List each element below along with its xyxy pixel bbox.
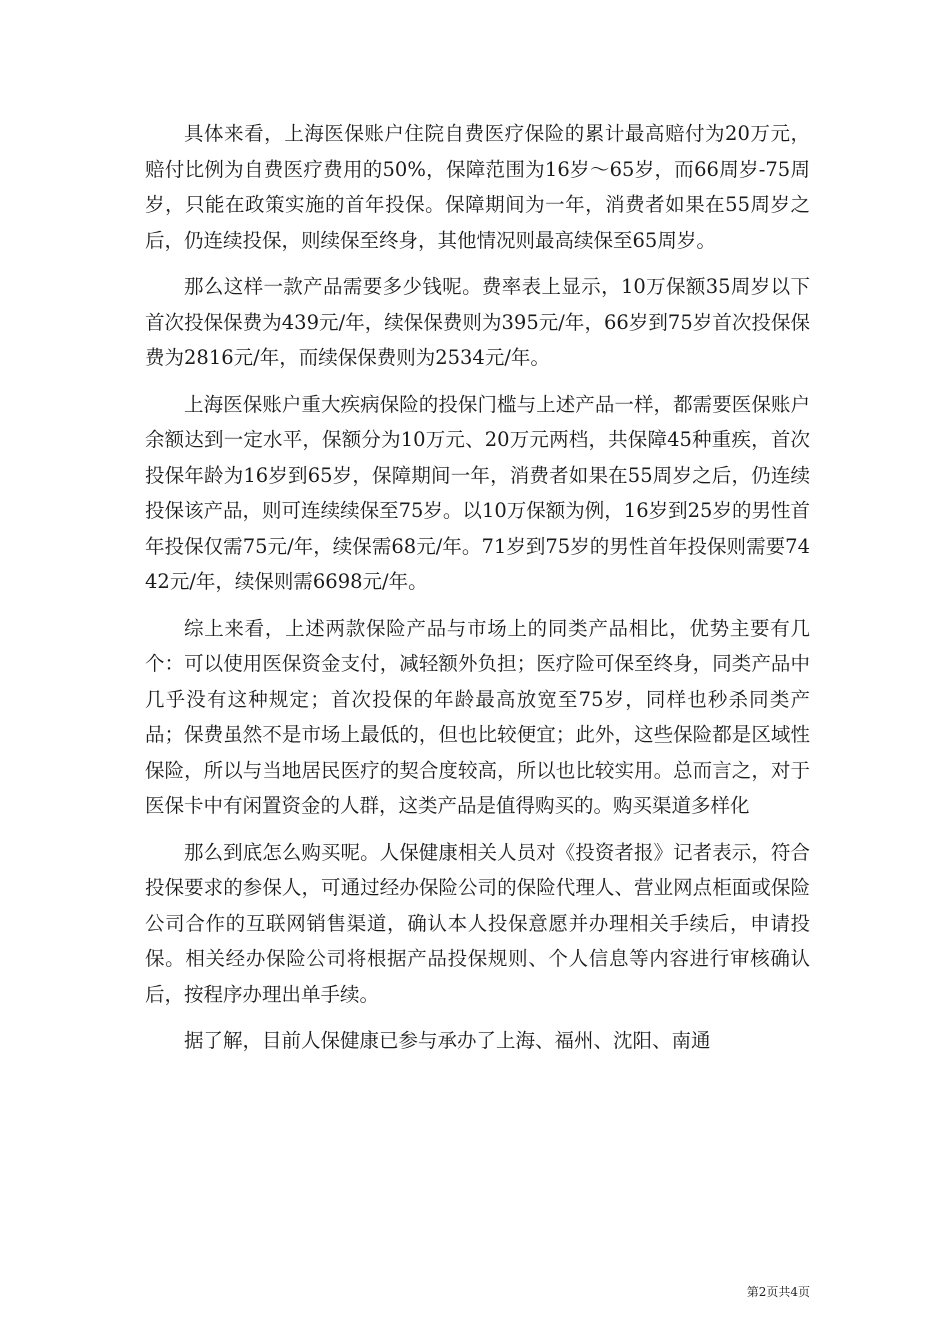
paragraph: 据了解，目前人保健康已参与承办了上海、福州、沈阳、南通 [184, 1029, 711, 1052]
paragraph: 那么到底怎么购买呢。人保健康相关人员对《投资者报》记者表示，符合投保要求的参保人，可通过经办保险公司的保险代理人、营业网点柜面或保险公司合作的互联网销售渠道，确认本人投保意愿并办理相关手续后，申请投保。相关经办保险公司将根据产品投保规则、个人信息等内容进行审核确认后，按程序办理出单手续。 [145, 840, 810, 1006]
paragraph: 上海医保账户重大疾病保险的投保门槛与上述产品一样，都需要医保账户余额达到一定水平，保额分为10万元、20万元两档，共保障45种重疾，首次投保年龄为16岁到65岁，保障期间一年，消费者如果在55周岁之后，仍连续投保该产品，则可连续续保至75岁。以10万保额为例，16岁到25岁的男性首年投保仅需75元/年，续保需68元/年。71岁到75岁的男性首年投保则需要7442元/年，续保则需6698元/年。 [145, 392, 810, 593]
paragraph: 具体来看，上海医保账户住院自费医疗保险的累计最高赔付为20万元，赔付比例为自费医疗费用的50%，保障范围为16岁～65岁，而66周岁-75周岁，只能在政策实施的首年投保。保障期间为一年，消费者如果在55周岁之后，仍连续投保，则续保至终身，其他情况则最高续保至65周岁。 [145, 122, 810, 252]
paragraph: 那么这样一款产品需要多少钱呢。费率表上显示，10万保额35周岁以下首次投保保费为439元/年，续保保费则为395元/年，66岁到75岁首次投保保费为2816元/年，而续保保费则为2534元/年。 [145, 275, 810, 369]
document-body [145, 116, 810, 1059]
paragraph: 综上来看，上述两款保险产品与市场上的同类产品相比，优势主要有几个：可以使用医保资金支付，减轻额外负担；医疗险可保至终身，同类产品中几乎没有这种规定；首次投保的年龄最高放宽至75岁，同样也秒杀同类产品；保费虽然不是市场上最低的，但也比较便宜；此外，这些保险都是区域性保险，所以与当地居民医疗的契合度较高，所以也比较实用。总而言之，对于医保卡中有闲置资金的人群，这类产品是值得购买的。购买渠道多样化 [145, 616, 810, 817]
page-footer [690, 1284, 810, 1300]
page-number: 第2页共4页 [746, 1285, 810, 1299]
